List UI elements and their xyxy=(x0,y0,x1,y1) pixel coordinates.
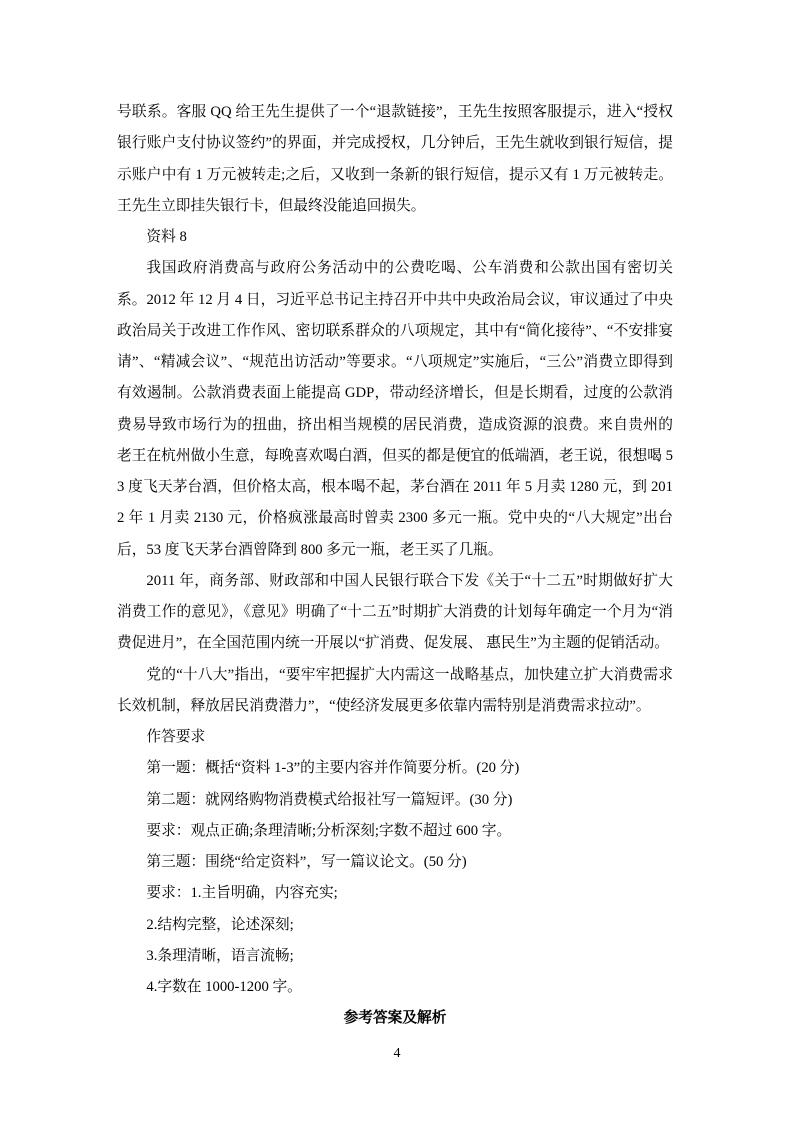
paragraph: 第一题：概括“资料 1-3”的主要内容并作简要分析。(20 分) xyxy=(146,760,520,777)
paragraph: 第三题：围绕“给定资料”，写一篇议论文。(50 分) xyxy=(146,854,467,870)
paragraph: 2011 年，商务部、财政部和中国人民银行联合下发《关于“十二五”时期做好扩大消费工作的意见》，《意见》明确了“十二五”时期扩大消费的计划每年确定一个月为“消费促进月”，在全国范围内统一开展以“扩消费、促发展、 惠民生”为主题的促销活动。 xyxy=(117,572,673,652)
section-heading: 参考答案及解析 xyxy=(343,1010,447,1027)
paragraph: 作答要求 xyxy=(146,729,206,745)
document-page xyxy=(117,97,673,1035)
paragraph: 资料 8 xyxy=(146,229,187,245)
paragraph: 要求：1.主旨明确，内容充实; xyxy=(146,885,338,902)
paragraph: 3.条理清晰，语言流畅; xyxy=(146,947,294,964)
paragraph: 要求：观点正确;条理清晰;分析深刻;字数不超过 600 字。 xyxy=(146,822,512,839)
page-content xyxy=(117,97,673,1035)
paragraph: 号联系。客服 QQ 给王先生提供了一个“退款链接”，王先生按照客服提示，进入“授权银行账户支付协议签约”的界面，并完成授权，几分钟后，王先生就收到银行短信，提示账户中有 1 万元被转走;之后，又收到一条新的银行短信，提示又有 1 万元被转走。王先生立即挂失银行卡，但最终没能追回损失。 xyxy=(117,104,673,214)
paragraph: 党的“十八大”指出，“要牢牢把握扩大内需这一战略基点，加快建立扩大消费需求长效机制，释放居民消费潜力”，“使经济发展更多依靠内需特别是消费需求拉动”。 xyxy=(117,666,673,714)
paragraph: 第二题：就网络购物消费模式给报社写一篇短评。(30 分) xyxy=(146,791,513,808)
paragraph: 2.结构完整，论述深刻; xyxy=(146,916,294,933)
page-number: 4 xyxy=(393,1046,401,1061)
paragraph: 4.字数在 1000-1200 字。 xyxy=(146,979,302,995)
paragraph: 我国政府消费高与政府公务活动中的公费吃喝、公车消费和公款出国有密切关系。2012 年 12 月 4 日，习近平总书记主持召开中共中央政治局会议，审议通过了中央政治局关于改进工作作风、密切联系群众的八项规定，其中有“简化接待”、“不安排宴请”、“精减会议”、“规范出访活动”等要求。“八项规定”实施后，“三公”消费立即得到有效遏制。公款消费表面上能提高 GDP，带动经济增长，但是长期看，过度的公款消费易导致市场行为的扭曲，挤出相当规模的居民消费，造成资源的浪费。来自贵州的老王在杭州做小生意，每晚喜欢喝白酒，但买的都是便宜的低端酒，老王说，很想喝 53 度飞天茅台酒，但价格太高，根本喝不起，茅台酒在 2011 年 5 月卖 1280 元，到 2012 年 1 月卖 2130 元，价格疯涨最高时曾卖 2300 多元一瓶。党中央的“八大规定”出台后，53 度飞天茅台酒曾降到 800 多元一瓶，老王买了几瓶。 xyxy=(117,260,673,558)
